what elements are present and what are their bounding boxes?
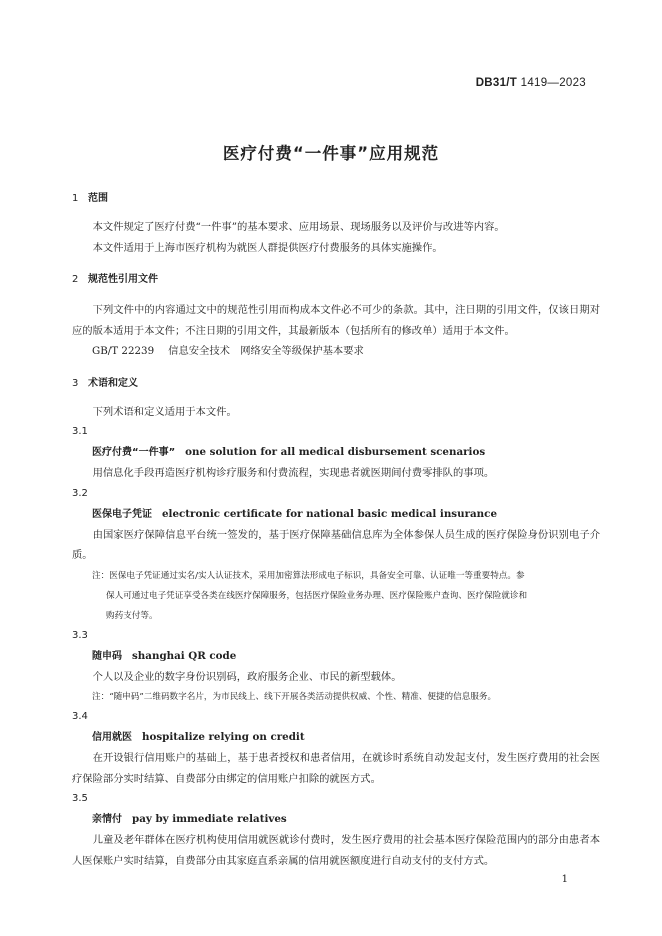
term-chinese: 医疗付费“一件事” <box>92 447 176 458</box>
section-heading-scope <box>72 189 600 209</box>
term-number: 3.4 <box>72 711 88 722</box>
paragraph: 本文件规定了医疗付费“一件事”的基本要求、应用场景、现场服务以及评价与改进等内容。 <box>92 221 505 233</box>
term-chinese: 随申码 <box>92 650 122 662</box>
term-definition: 儿童及老年群体在医疗机构使用信用就医就诊付费时，发生医疗费用的社会基本医疗保险范围内的部分由患者本人医保账户实时结算，自费部分由其家庭直系亲属的信用就医额度进行自动支付的支付方式。 <box>72 834 600 867</box>
term-note: 注：医保电子凭证通过实名/实人认证技术，采用加密算法形成电子标识，具备安全可靠、认证唯一等重要特点。参 <box>92 570 525 581</box>
term-definition: 由国家医疗保障信息平台统一签发的，基于医疗保障基础信息库为全体参保人员生成的医疗保险身份识别电子介质。 <box>72 528 600 561</box>
term-note-continued: 保人可通过电子凭证享受各类在线医疗保障服务，包括医疗保险业务办理、医疗保险账户查询、医疗保险就诊和 <box>106 590 528 601</box>
term-number: 3.3 <box>72 629 88 641</box>
paragraph: 下列文件中的内容通过文中的规范性引用而构成本文件必不可少的条款。其中，注日期的引用文件，仅该日期对应的版本适用于本文件；不注日期的引用文件，其最新版本（包括所有的修改单）适用于本文件。 <box>72 304 600 337</box>
term-definition: 在开设银行信用账户的基础上，基于患者授权和患者信用，在就诊时系统自动发起支付，发生医疗费用的社会医疗保险部分实时结算、自费部分由绑定的信用账户扣除的就医方式。 <box>72 752 600 785</box>
term-number: 3.5 <box>72 793 88 804</box>
paragraph: 本文件适用于上海市医疗机构为就医人群提供医疗付费服务的具体实施操作。 <box>92 241 443 254</box>
term-heading <box>72 727 600 748</box>
term-number: 3.2 <box>72 487 88 499</box>
term-note: 注：“随申码”二维码数字名片，为市民线上、线下开展各类活动提供权威、个性、精准、便捷的信息服务。 <box>92 692 497 702</box>
reference-title: 信息安全技术 网络安全等级保护基本要求 <box>168 345 364 357</box>
term-definition: 个人以及企业的数字身份识别码，政府服务企业、市民的新型载体。 <box>92 670 402 683</box>
term-english: shanghai QR code <box>132 649 237 662</box>
term-note-continued: 购药支付等。 <box>106 610 158 621</box>
term-english: hospitalize relying on credit <box>142 731 305 743</box>
term-english: electronic certificate for national basic medical insurance <box>162 507 497 520</box>
document-title: 医疗付费“一件事”应用规范 <box>222 144 440 163</box>
term-number: 3.1 <box>72 426 88 437</box>
section-number: 2 <box>72 274 79 285</box>
term-heading <box>72 809 600 830</box>
term-chinese: 信用就医 <box>92 732 132 743</box>
section-number: 1 <box>72 193 79 204</box>
term-heading <box>72 442 600 463</box>
standard-code <box>476 77 586 89</box>
term-chinese: 医保电子凭证 <box>92 508 152 520</box>
section-title: 规范性引用文件 <box>88 274 158 285</box>
standard-prefix: DB31/T <box>475 77 518 89</box>
term-english: one solution for all medical disbursement scenarios <box>185 446 486 458</box>
section-heading-terms <box>72 374 600 394</box>
document-body <box>72 189 600 871</box>
reference-entry <box>72 341 600 362</box>
term-heading <box>72 504 600 525</box>
standard-number: 1419—2023 <box>520 77 586 89</box>
term-chinese: 亲情付 <box>92 814 122 825</box>
section-title: 术语和定义 <box>88 377 138 389</box>
section-title: 范围 <box>88 193 108 204</box>
reference-code: GB/T 22239 <box>92 345 155 357</box>
section-heading-normative-references <box>72 270 600 290</box>
term-definition: 用信息化手段再造医疗机构诊疗服务和付费流程，实现患者就医期间付费零排队的事项。 <box>92 467 495 479</box>
term-english: pay by immediate relatives <box>132 813 287 825</box>
paragraph: 下列术语和定义适用于本文件。 <box>92 405 237 418</box>
page-number: 1 <box>561 874 568 885</box>
term-heading <box>72 646 600 667</box>
section-number: 3 <box>72 377 79 389</box>
